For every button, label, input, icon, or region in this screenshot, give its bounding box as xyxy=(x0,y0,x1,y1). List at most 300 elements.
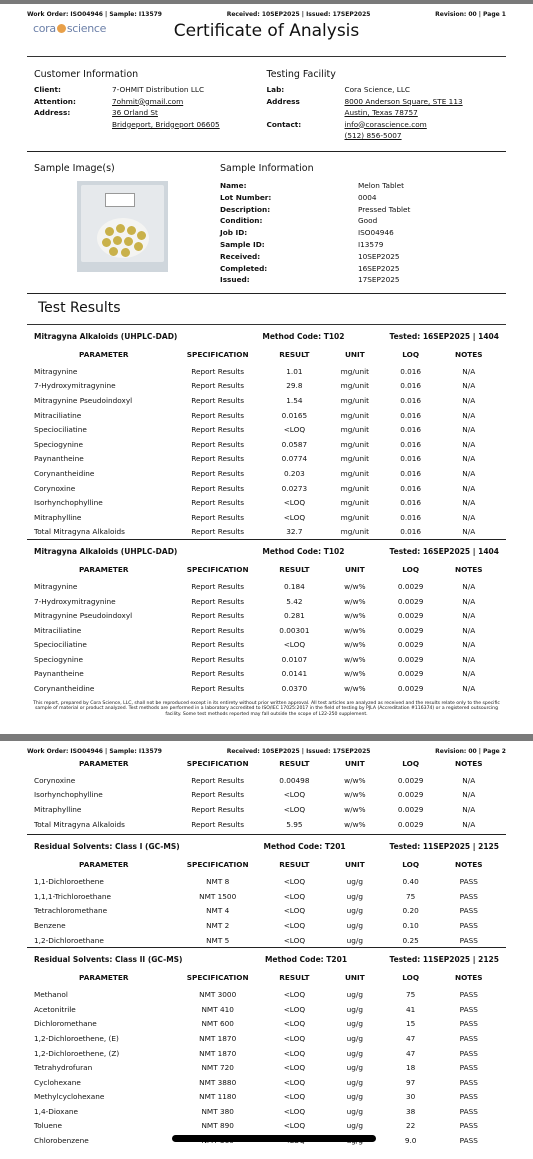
table-cell: Mitragynine xyxy=(34,581,78,591)
column-header: NOTES xyxy=(455,759,483,768)
dates-label: Received: 10SEP2025 | Issued: 17SEP2025 xyxy=(226,748,371,755)
info-label: Description: xyxy=(220,204,271,214)
table-cell: Corynoxine xyxy=(34,483,76,493)
table-row xyxy=(34,933,499,948)
table-row xyxy=(34,437,499,452)
column-header: PARAMETER xyxy=(79,350,129,359)
info-row xyxy=(220,251,499,263)
table-row xyxy=(34,364,499,379)
revision-label: Revision: 00 | Page 1 xyxy=(435,11,506,18)
page-topline xyxy=(0,741,533,755)
tested-date: Tested: 16SEP2025 | 1404 xyxy=(389,547,499,557)
table-cell: Report Results xyxy=(191,775,245,785)
table-cell: Toluene xyxy=(34,1121,62,1131)
table-cell: w/w% xyxy=(344,819,366,829)
info-row xyxy=(34,96,267,108)
info-value: 10SEP2025 xyxy=(358,251,400,261)
table-cell: NMT 410 xyxy=(201,1004,234,1014)
info-row xyxy=(220,239,499,251)
info-value: Good xyxy=(358,216,378,226)
table-cell: Report Results xyxy=(191,654,245,664)
info-link[interactable]: 36 Orland St xyxy=(112,108,158,117)
work-order-label: Work Order: ISO04946 | Sample: I13579 xyxy=(27,748,162,755)
table-cell: Mitraphylline xyxy=(34,512,82,522)
table-cell: Report Results xyxy=(191,790,245,800)
sample-block xyxy=(0,152,533,293)
info-row xyxy=(220,263,499,275)
sample-photo xyxy=(77,181,168,272)
table-cell: 0.25 xyxy=(402,935,419,945)
results-section xyxy=(0,325,533,539)
table-cell: PASS xyxy=(459,891,478,901)
table-row xyxy=(34,1104,499,1119)
table-cell: N/A xyxy=(462,654,476,664)
table-cell: ug/g xyxy=(346,1077,364,1087)
column-header: LOQ xyxy=(402,350,420,359)
table-cell: 38 xyxy=(405,1106,416,1116)
info-link[interactable]: 8000 Anderson Square, STE 113 xyxy=(344,96,463,106)
results-table xyxy=(34,565,499,696)
table-row xyxy=(34,422,499,437)
table-cell: 0.0107 xyxy=(281,654,308,664)
table-row xyxy=(34,773,499,788)
table-cell: 41 xyxy=(405,1004,416,1014)
column-header: LOQ xyxy=(402,860,420,870)
dates-label: Received: 10SEP2025 | Issued: 17SEP2025 xyxy=(226,11,371,18)
coa-page-2 xyxy=(0,741,533,1159)
table-cell: 0.0774 xyxy=(281,454,308,464)
table-cell: PASS xyxy=(459,1063,478,1073)
table-cell: Report Results xyxy=(191,581,245,591)
table-cell: w/w% xyxy=(344,684,366,694)
results-section xyxy=(0,948,533,1148)
table-cell: N/A xyxy=(462,381,476,391)
info-row xyxy=(34,119,267,131)
table-cell: <LOQ xyxy=(283,920,306,930)
table-cell: N/A xyxy=(462,804,476,814)
table-cell: w/w% xyxy=(344,775,366,785)
table-cell: Report Results xyxy=(191,640,245,650)
info-label: Lab: xyxy=(266,85,285,94)
column-header: RESULT xyxy=(279,759,310,768)
table-cell: 0.0370 xyxy=(281,684,308,694)
table-cell: <LOQ xyxy=(283,498,306,508)
table-cell: <LOQ xyxy=(283,790,306,800)
info-row xyxy=(220,204,499,216)
table-header-row xyxy=(34,860,499,874)
table-cell: Report Results xyxy=(191,804,245,814)
info-row xyxy=(267,130,500,142)
column-header: PARAMETER xyxy=(79,973,129,983)
coa-page-1 xyxy=(0,4,533,734)
column-header: LOQ xyxy=(402,973,420,983)
table-cell: N/A xyxy=(462,395,476,405)
table-cell: <LOQ xyxy=(283,640,306,650)
column-header: PARAMETER xyxy=(79,759,129,768)
table-cell: PASS xyxy=(459,935,478,945)
table-cell: NMT 3880 xyxy=(199,1077,237,1087)
table-row xyxy=(34,1090,499,1105)
info-row xyxy=(220,227,499,239)
info-link[interactable]: 7ohmit@gmail.com xyxy=(112,96,184,106)
table-cell: N/A xyxy=(462,790,476,800)
table-cell: <LOQ xyxy=(283,425,306,435)
table-cell: Speciogynine xyxy=(34,654,83,664)
results-section xyxy=(0,540,533,696)
table-cell: 0.10 xyxy=(402,920,419,930)
table-cell: <LOQ xyxy=(283,891,306,901)
table-cell: 0.40 xyxy=(402,877,419,887)
table-cell: mg/unit xyxy=(340,468,369,478)
table-cell: 15 xyxy=(405,1019,416,1029)
table-cell: N/A xyxy=(462,684,476,694)
work-order-label: Work Order: ISO04946 | Sample: I13579 xyxy=(27,11,162,18)
info-label: Contact: xyxy=(266,119,302,129)
table-cell: 0.0273 xyxy=(281,483,308,493)
table-cell: Corynoxine xyxy=(34,775,76,785)
table-cell: NMT 3000 xyxy=(199,990,237,1000)
table-cell: 30 xyxy=(405,1092,416,1102)
table-cell: PASS xyxy=(459,906,478,916)
table-cell: Cyclohexane xyxy=(34,1077,81,1087)
table-row xyxy=(34,987,499,1002)
info-value: I13579 xyxy=(358,239,384,249)
table-cell: Report Results xyxy=(191,468,245,478)
table-cell: 0.0029 xyxy=(397,819,424,829)
table-cell: ug/g xyxy=(346,891,364,901)
table-cell: ug/g xyxy=(346,877,364,887)
table-cell: 47 xyxy=(405,1048,416,1058)
table-cell: mg/unit xyxy=(340,512,369,522)
info-label: Completed: xyxy=(220,263,268,273)
testing-facility-heading: Testing Facility xyxy=(266,69,336,80)
table-cell: N/A xyxy=(462,483,476,493)
table-cell: ug/g xyxy=(346,1004,364,1014)
table-row xyxy=(34,608,499,623)
table-cell: <LOQ xyxy=(283,512,306,522)
section-title: Residual Solvents: Class I (GC-MS) xyxy=(34,842,180,852)
table-cell: ug/g xyxy=(346,1033,364,1043)
tested-date: Tested: 11SEP2025 | 2125 xyxy=(389,842,499,852)
table-cell: N/A xyxy=(462,468,476,478)
table-cell: Report Results xyxy=(191,684,245,694)
table-cell: NMT 600 xyxy=(201,1019,234,1029)
table-cell: PASS xyxy=(459,1092,478,1102)
column-header: RESULT xyxy=(279,973,310,983)
table-cell: N/A xyxy=(462,581,476,591)
info-label xyxy=(267,107,345,119)
column-header: NOTES xyxy=(455,860,483,870)
results-table xyxy=(34,973,499,1148)
table-cell: N/A xyxy=(462,611,476,621)
column-header: LOQ xyxy=(402,565,420,575)
table-cell: Dichloromethane xyxy=(34,1019,97,1029)
info-row xyxy=(220,274,499,286)
table-cell: Report Results xyxy=(191,527,245,537)
table-cell: Report Results xyxy=(191,439,245,449)
table-cell: PASS xyxy=(459,1033,478,1043)
table-row xyxy=(34,1119,499,1134)
table-cell: Report Results xyxy=(191,611,245,621)
table-row xyxy=(34,681,499,696)
table-cell: NMT 4 xyxy=(206,906,230,916)
table-cell: ug/g xyxy=(346,1121,364,1131)
table-cell: <LOQ xyxy=(283,935,306,945)
table-cell: 1,1-Dichloroethene xyxy=(34,877,104,887)
info-label: Attention: xyxy=(34,96,76,106)
table-cell: N/A xyxy=(462,366,476,376)
page-topline xyxy=(0,4,533,18)
customer-info-rows xyxy=(34,84,267,130)
method-code: Method Code: T102 xyxy=(262,332,345,341)
table-cell: ug/g xyxy=(346,1019,364,1029)
table-cell: Paynantheine xyxy=(34,454,84,464)
table-cell: NMT 890 xyxy=(201,1121,234,1131)
table-cell: w/w% xyxy=(344,790,366,800)
table-cell: Corynantheidine xyxy=(34,684,95,694)
table-row xyxy=(34,817,499,832)
column-header: RESULT xyxy=(279,350,310,359)
results-section-header xyxy=(34,325,499,350)
table-cell: Report Results xyxy=(191,410,245,420)
table-cell: N/A xyxy=(462,640,476,650)
table-cell: 1.01 xyxy=(286,366,303,376)
table-header-row xyxy=(34,565,499,579)
column-header: RESULT xyxy=(279,860,310,870)
table-cell: 0.0165 xyxy=(281,410,308,420)
table-cell: NMT 2 xyxy=(206,920,230,930)
results-table xyxy=(34,350,499,539)
table-cell: 75 xyxy=(405,891,416,901)
table-cell: Report Results xyxy=(191,454,245,464)
table-cell: Report Results xyxy=(191,512,245,522)
table-cell: 9.0 xyxy=(404,1136,417,1146)
tested-date: Tested: 11SEP2025 | 2125 xyxy=(389,955,499,965)
table-row xyxy=(34,1017,499,1032)
table-row xyxy=(34,1031,499,1046)
table-cell: Report Results xyxy=(191,669,245,679)
info-row xyxy=(220,180,499,192)
table-cell: 0.016 xyxy=(400,366,422,376)
info-value: Melon Tablet xyxy=(358,181,404,190)
table-cell: NMT 1870 xyxy=(199,1048,237,1058)
table-cell: Report Results xyxy=(191,819,245,829)
info-label: Name: xyxy=(220,181,247,190)
table-cell: 0.016 xyxy=(400,498,422,508)
column-header: PARAMETER xyxy=(79,860,129,870)
method-code: Method Code: T102 xyxy=(262,547,345,557)
table-cell: 0.203 xyxy=(283,468,305,478)
info-label: Condition: xyxy=(220,216,263,226)
table-cell: w/w% xyxy=(344,804,366,814)
table-cell: 0.00498 xyxy=(279,775,310,785)
section-title: Mitragyna Alkaloids (UHPLC-DAD) xyxy=(34,332,178,341)
table-cell: N/A xyxy=(462,512,476,522)
table-cell: 1,2-Dichloroethane xyxy=(34,935,104,945)
table-cell: ug/g xyxy=(346,920,364,930)
table-cell: ug/g xyxy=(346,935,364,945)
column-header: SPECIFICATION xyxy=(186,565,249,575)
sample-images xyxy=(34,163,220,293)
table-header-row xyxy=(34,973,499,987)
table-cell: 0.281 xyxy=(283,611,305,621)
info-row xyxy=(220,215,499,227)
table-cell: 1,1,1-Trichloroethane xyxy=(34,891,111,901)
info-label: Address xyxy=(266,96,300,106)
table-cell: 47 xyxy=(405,1033,416,1043)
table-cell: Report Results xyxy=(191,483,245,493)
info-link[interactable]: info@corascience.com xyxy=(344,119,427,129)
table-cell: Tetrachloromethane xyxy=(34,906,108,916)
table-cell: ug/g xyxy=(346,1092,364,1102)
table-cell: NMT 720 xyxy=(201,1063,234,1073)
table-cell: mg/unit xyxy=(340,381,369,391)
table-cell: N/A xyxy=(462,625,476,635)
table-cell: 7-Hydroxymitragynine xyxy=(34,381,116,391)
table-cell: NMT 5 xyxy=(206,935,230,945)
column-header: UNIT xyxy=(344,565,365,575)
table-cell: <LOQ xyxy=(283,1019,306,1029)
table-row xyxy=(34,1075,499,1090)
table-cell: Corynantheidine xyxy=(34,468,95,478)
section-title: Residual Solvents: Class II (GC-MS) xyxy=(34,955,183,965)
table-cell: 0.016 xyxy=(400,395,422,405)
table-cell: Report Results xyxy=(191,425,245,435)
table-cell: NMT 1500 xyxy=(199,891,237,901)
table-cell: Isorhynchophylline xyxy=(34,498,103,508)
table-cell: 0.016 xyxy=(400,381,422,391)
table-cell: ug/g xyxy=(346,906,364,916)
method-code: Method Code: T201 xyxy=(264,955,348,965)
results-section-header xyxy=(34,948,499,973)
info-link[interactable]: Bridgeport, Bridgeport 06605 xyxy=(112,119,220,129)
table-cell: <LOQ xyxy=(283,1004,306,1014)
table-cell: Speciociliatine xyxy=(34,425,87,435)
column-header: SPECIFICATION xyxy=(186,973,249,983)
table-header-row xyxy=(34,350,499,364)
column-header: RESULT xyxy=(279,565,310,575)
table-cell: Total Mitragyna Alkaloids xyxy=(34,527,125,537)
results-table xyxy=(34,860,499,947)
table-cell: <LOQ xyxy=(283,877,306,887)
table-row xyxy=(34,1046,499,1061)
table-cell: mg/unit xyxy=(340,439,369,449)
sample-images-heading: Sample Image(s) xyxy=(34,163,115,174)
info-row xyxy=(34,84,267,96)
table-cell: 1,2-Dichloroethene, (E) xyxy=(34,1033,119,1043)
table-cell: w/w% xyxy=(344,625,366,635)
table-cell: PASS xyxy=(459,990,478,1000)
table-cell: NMT 380 xyxy=(201,1106,234,1116)
table-cell: <LOQ xyxy=(283,1033,306,1043)
table-row xyxy=(34,1060,499,1075)
column-header: UNIT xyxy=(344,350,365,359)
info-label: Client: xyxy=(34,85,61,94)
table-cell: 0.0029 xyxy=(397,611,424,621)
table-cell: 0.0029 xyxy=(397,775,424,785)
test-results-heading: Test Results xyxy=(38,300,121,316)
table-row xyxy=(34,802,499,817)
table-cell: NMT 8 xyxy=(206,877,230,887)
column-header: UNIT xyxy=(344,860,365,870)
page-header xyxy=(0,18,533,56)
table-cell: 5.42 xyxy=(286,596,303,606)
info-row xyxy=(267,107,500,119)
table-cell: PASS xyxy=(459,1019,478,1029)
table-cell: PASS xyxy=(459,1048,478,1058)
table-cell: 1,4-Dioxane xyxy=(34,1106,79,1116)
info-link[interactable]: (512) 856-5007 xyxy=(344,131,402,140)
disclaimer-text: This report, prepared by Cora Science, LLC, shall not be reproduced except in its entirety without prior written approval. All test articles are analyzed as received and the results relate only to the specific sample of material or product analyzed. Test methods are performed in a laboratory accredited to ISO/IEC 17025:2017 in the field of testing by PJLA (Accreditation #116374) or a registered outsourcing facility. Some test methods reported may fall outside the scope of L22-250 supplement. xyxy=(33,700,500,717)
table-row xyxy=(34,652,499,667)
info-row xyxy=(267,96,500,108)
table-cell: 75 xyxy=(405,990,416,1000)
testing-facility-rows xyxy=(267,84,500,142)
table-cell: <LOQ xyxy=(283,1121,306,1131)
table-row xyxy=(34,408,499,423)
table-cell: 0.016 xyxy=(400,483,422,493)
table-cell: 0.0029 xyxy=(397,581,424,591)
table-cell: ug/g xyxy=(346,990,364,1000)
table-cell: N/A xyxy=(462,439,476,449)
table-cell: Report Results xyxy=(191,381,245,391)
sample-information-rows xyxy=(220,178,499,286)
table-cell: Report Results xyxy=(191,395,245,405)
info-link[interactable]: Austin, Texas 78757 xyxy=(344,108,418,117)
table-cell: NMT 1180 xyxy=(199,1092,237,1102)
info-label: Issued: xyxy=(220,275,250,285)
table-cell: w/w% xyxy=(344,611,366,621)
info-value: Cora Science, LLC xyxy=(344,85,411,94)
table-row xyxy=(34,466,499,481)
table-cell: Mitragynine Pseudoindoxyl xyxy=(34,395,133,405)
info-row xyxy=(220,192,499,204)
table-cell: Mitragynine Pseudoindoxyl xyxy=(34,611,133,621)
table-row xyxy=(34,874,499,889)
table-row xyxy=(34,452,499,467)
table-cell: mg/unit xyxy=(340,527,369,537)
table-cell: Report Results xyxy=(191,498,245,508)
info-label: Address: xyxy=(34,108,71,117)
table-cell: Report Results xyxy=(191,596,245,606)
table-cell: 0.016 xyxy=(400,468,422,478)
table-row xyxy=(34,510,499,525)
table-cell: Mitraciliatine xyxy=(34,410,82,420)
table-row xyxy=(34,889,499,904)
table-row xyxy=(34,495,499,510)
table-cell: 0.0029 xyxy=(397,654,424,664)
sample-information-heading: Sample Information xyxy=(220,163,314,174)
table-cell: w/w% xyxy=(344,596,366,606)
table-cell: 0.0029 xyxy=(397,596,424,606)
table-cell: N/A xyxy=(462,498,476,508)
table-cell: 0.016 xyxy=(400,454,422,464)
table-cell: Methanol xyxy=(34,990,68,1000)
sample-information xyxy=(220,163,499,293)
table-cell: 7-Hydroxymitragynine xyxy=(34,596,116,606)
table-cell: 97 xyxy=(405,1077,416,1087)
table-cell: 0.016 xyxy=(400,439,422,449)
table-cell: N/A xyxy=(462,596,476,606)
table-row xyxy=(34,525,499,540)
results-section xyxy=(0,835,533,947)
column-header: UNIT xyxy=(344,973,365,983)
info-label: Received: xyxy=(220,251,261,261)
page-title: Certificate of Analysis xyxy=(173,21,360,41)
table-cell: N/A xyxy=(462,410,476,420)
info-block xyxy=(0,57,533,151)
table-row xyxy=(34,594,499,609)
